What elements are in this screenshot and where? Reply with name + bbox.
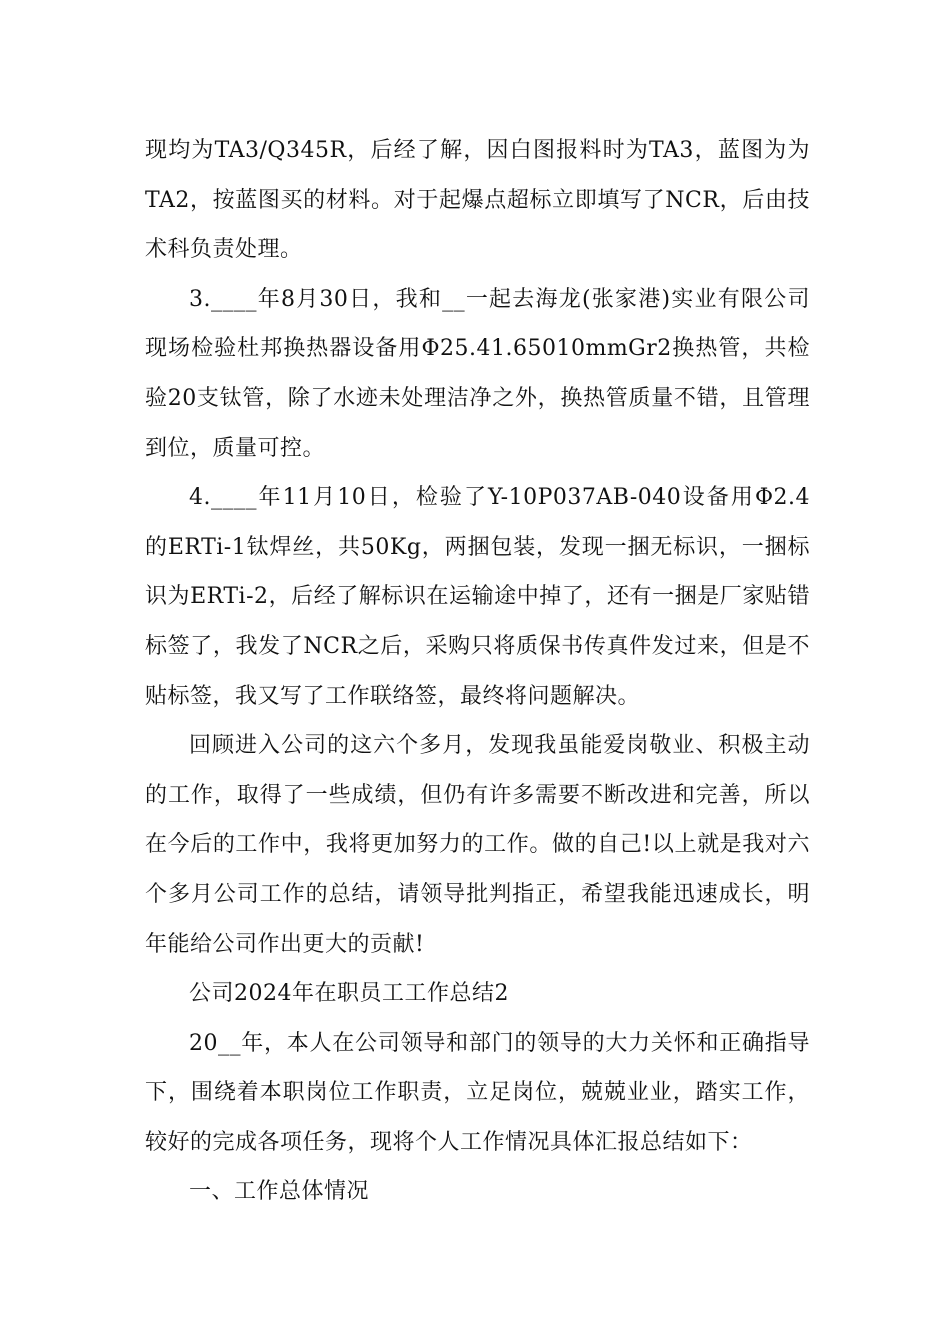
paragraph-material-issue: 现均为TA3/Q345R，后经了解，因白图报料时为TA3，蓝图为为TA2，按蓝图买的材料。对于起爆点超标立即填写了NCR，后由技术科负责处理。 <box>145 138 810 263</box>
paragraph-intro: 20__年，本人在公司领导和部门的领导的大力关怀和正确指导下，围绕着本职岗位工作职责，立足岗位，兢兢业业，踏实工作，较好的完成各项任务，现将个人工作情况具体汇报总结如下： <box>145 1030 810 1155</box>
paragraph-item-4: 4.____年11月10日，检验了Y-10P037AB-040设备用Φ2.4的ERTi-1钛焊丝，共50Kg，两捆包装，发现一捆无标识，一捆标识为ERTi-2，后经了解标识在运输途中掉了，还有一捆是厂家贴错标签了，我发了NCR之后，采购只将质保书传真件发过来，但是不贴标签，我又写了工作联络签，最终将问题解决。 <box>145 485 810 709</box>
heading-overall-situation: 一、工作总体情况 <box>189 1179 370 1205</box>
paragraph-review: 回顾进入公司的这六个多月，发现我虽能爱岗敬业、积极主动的工作，取得了一些成绩，但仍有许多需要不断改进和完善，所以在今后的工作中，我将更加努力的工作。做的自己!以上就是我对六个多月公司工作的总结，请领导批判指正，希望我能迅速成长，明年能给公司作出更大的贡献! <box>145 733 810 957</box>
paragraph-item-3: 3.____年8月30日，我和__一起去海龙(张家港)实业有限公司现场检验杜邦换热器设备用Φ25.41.65010mmGr2换热管，共检验20支钛管，除了水迹未处理洁净之外，换热管质量不错，且管理到位，质量可控。 <box>145 286 810 461</box>
document-body <box>145 126 810 1217</box>
section-title: 公司2024年在职员工工作总结2 <box>189 981 509 1007</box>
